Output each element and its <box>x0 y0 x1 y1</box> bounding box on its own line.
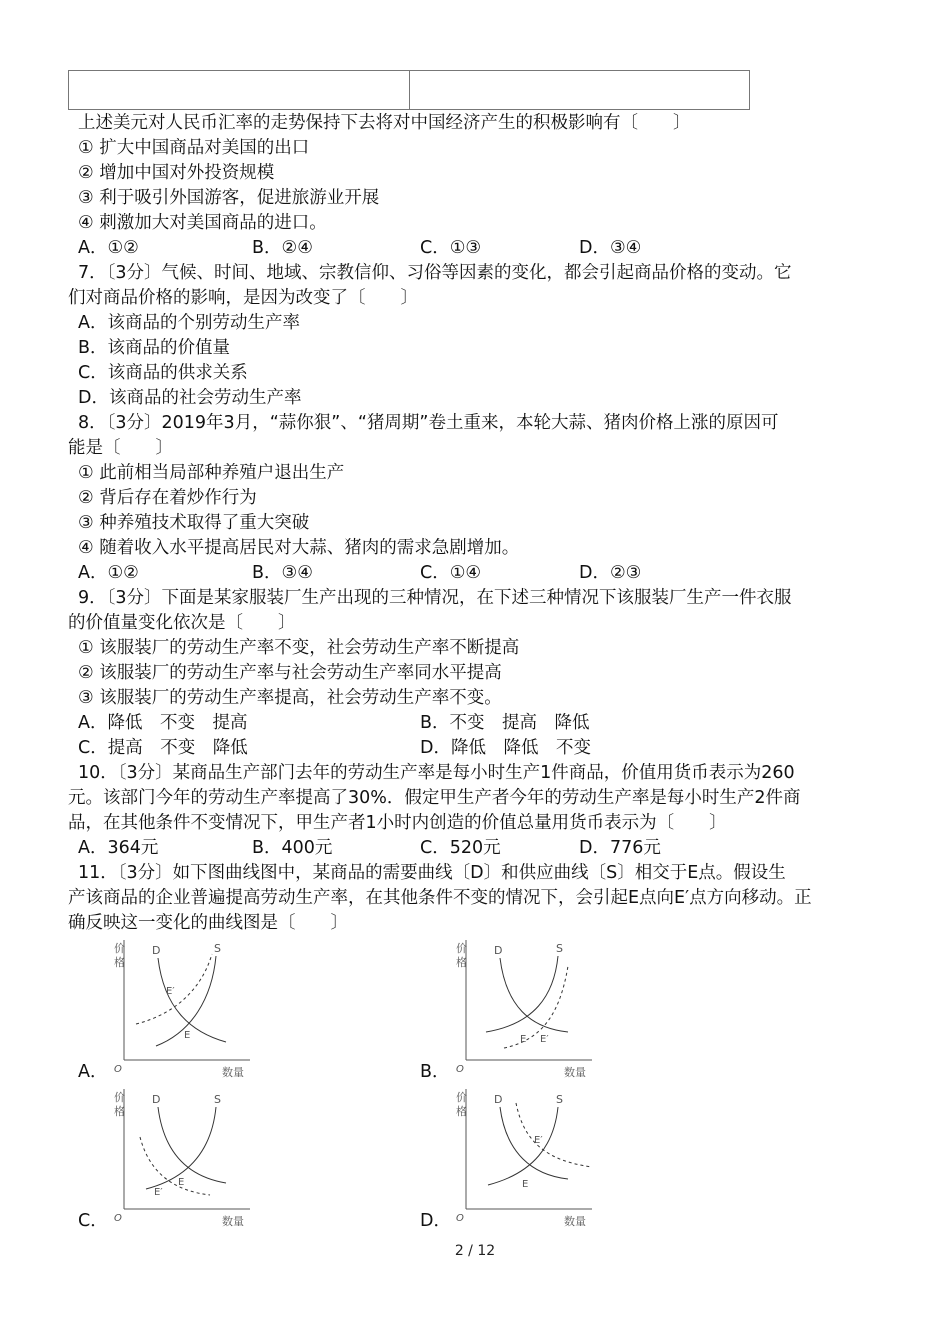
origin-label: O <box>114 1064 122 1075</box>
q8-option-c: C．①④ <box>420 563 482 583</box>
q11-stem-line-1: 11．〔3分〕如下图曲线图中，某商品的需要曲线〔D〕和供应曲线〔S〕相交于E点。假设生 <box>78 863 786 883</box>
q8-item-4: ④ 随着收入水平提高居民对大蒜、猪肉的需求急剧增加。 <box>78 538 520 558</box>
q8-option-d: D．②③ <box>579 563 642 583</box>
q9-item-3: ③ 该服装厂的劳动生产率提高，社会劳动生产率不变。 <box>78 688 502 708</box>
q9-option-d: D．降低 降低 不变 <box>420 738 591 758</box>
x-axis-label: 数量 <box>222 1066 244 1079</box>
q7-option-c: C．该商品的供求关系 <box>78 363 248 383</box>
equilibrium-label: E <box>522 1179 529 1190</box>
y-axis-label-top: 价 <box>114 942 125 955</box>
shifted-curve <box>516 1103 592 1167</box>
q8-item-3: ③ 种养殖技术取得了重大突破 <box>78 513 310 533</box>
q9-option-b: B．不变 提高 降低 <box>420 713 590 733</box>
q7-option-d: D．该商品的社会劳动生产率 <box>78 388 302 408</box>
q10-stem-line-2: 元。该部门今年的劳动生产率提高了30%．假定甲生产者今年的劳动生产率是每小时生产2件商 <box>68 788 801 808</box>
q11-graph-b <box>446 936 594 1080</box>
q9-option-c: C．提高 不变 降低 <box>78 738 248 758</box>
y-axis-label-bottom: 格 <box>456 956 467 969</box>
origin-label: O <box>456 1064 464 1075</box>
q9-option-a: A．降低 不变 提高 <box>78 713 248 733</box>
q11-graph-c <box>104 1085 252 1229</box>
y-axis-label-bottom: 格 <box>456 1105 467 1118</box>
equilibrium-label: E <box>178 1177 185 1188</box>
x-axis-label: 数量 <box>564 1215 586 1228</box>
y-axis-label-bottom: 格 <box>114 956 125 969</box>
q11-option-b-label: B． <box>420 1062 450 1082</box>
q10-option-b: B．400元 <box>252 838 333 858</box>
q6-item-4: ④ 刺激加大对美国商品的进口。 <box>78 213 327 233</box>
q10-option-a: A．364元 <box>78 838 159 858</box>
q11-option-c-label: C． <box>78 1211 108 1231</box>
q11-stem-line-2: 产该商品的企业普遍提高劳动生产率，在其他条件不变的情况下，会引起E点向E′点方向移动。正 <box>68 888 812 908</box>
q9-stem-line-1: 9．〔3分〕下面是某家服装厂生产出现的三种情况，在下述三种情况下该服装厂生产一件衣服 <box>78 588 792 608</box>
demand-label: D <box>494 1093 503 1106</box>
table-cell <box>410 71 750 109</box>
q8-option-a: A．①② <box>78 563 139 583</box>
equilibrium-label: E <box>520 1034 527 1045</box>
y-axis-label-top: 价 <box>114 1091 125 1104</box>
table-cell <box>69 71 410 109</box>
demand-curve <box>500 958 568 1032</box>
q7-stem-line-2: 们对商品价格的影响，是因为改变了〔 〕 <box>68 288 418 308</box>
supply-label: S <box>214 942 221 955</box>
q7-stem-line-1: 7．〔3分〕气候、时间、地域、宗教信仰、习俗等因素的变化，都会引起商品价格的变动。它 <box>78 263 792 283</box>
y-axis-label-bottom: 格 <box>114 1105 125 1118</box>
supply-label: S <box>214 1093 221 1106</box>
supply-curve <box>486 956 558 1032</box>
q8-item-2: ② 背后存在着炒作行为 <box>78 488 257 508</box>
x-axis-label: 数量 <box>222 1215 244 1228</box>
supply-label: S <box>556 942 563 955</box>
top-table-fragment <box>68 70 750 110</box>
q6-option-a: A．①② <box>78 238 139 258</box>
demand-label: D <box>152 944 161 957</box>
q9-item-1: ① 该服装厂的劳动生产率不变，社会劳动生产率不断提高 <box>78 638 520 658</box>
new-equilibrium-label: E′ <box>166 986 175 997</box>
q9-stem-line-2: 的价值量变化依次是〔 〕 <box>68 613 296 633</box>
q10-stem-line-1: 10．〔3分〕某商品生产部门去年的劳动生产率是每小时生产1件商品，价值用货币表示为260 <box>78 763 795 783</box>
q11-graph-a <box>104 936 252 1080</box>
demand-label: D <box>494 944 503 957</box>
q10-option-c: C．520元 <box>420 838 501 858</box>
new-equilibrium-label: E′ <box>534 1135 543 1146</box>
q8-stem-line-1: 8．〔3分〕2019年3月，“蒜你狠”、“猪周期”卷土重来，本轮大蒜、猪肉价格上涨的原因可 <box>78 413 779 433</box>
q6-option-b: B．②④ <box>252 238 313 258</box>
q8-item-1: ① 此前相当局部种养殖户退出生产 <box>78 463 345 483</box>
q11-option-a-label: A． <box>78 1062 108 1082</box>
q6-option-d: D．③④ <box>579 238 642 258</box>
y-axis-label-top: 价 <box>456 942 467 955</box>
q6-stem: 上述美元对人民币汇率的走势保持下去将对中国经济产生的积极影响有〔 〕 <box>78 113 691 133</box>
y-axis-label-top: 价 <box>456 1091 467 1104</box>
q6-item-1: ① 扩大中国商品对美国的出口 <box>78 138 310 158</box>
q6-item-2: ② 增加中国对外投资规模 <box>78 163 275 183</box>
q7-option-a: A．该商品的个别劳动生产率 <box>78 313 300 333</box>
demand-label: D <box>152 1093 161 1106</box>
q6-item-3: ③ 利于吸引外国游客，促进旅游业开展 <box>78 188 380 208</box>
q11-option-d-label: D． <box>420 1211 451 1231</box>
q11-stem-line-3: 确反映这一变化的曲线图是〔 〕 <box>68 913 348 933</box>
q11-graph-d <box>446 1085 594 1229</box>
q7-option-b: B．该商品的价值量 <box>78 338 231 358</box>
origin-label: O <box>456 1213 464 1224</box>
q6-option-c: C．①③ <box>420 238 482 258</box>
supply-curve <box>488 1107 558 1185</box>
q10-stem-line-3: 品，在其他条件不变情况下，甲生产者1小时内创造的价值总量用货币表示为〔 〕 <box>68 813 727 833</box>
q8-option-b: B．③④ <box>252 563 313 583</box>
origin-label: O <box>114 1213 122 1224</box>
new-equilibrium-label: E′ <box>540 1034 549 1045</box>
equilibrium-label: E <box>184 1030 191 1041</box>
page-number: 2 / 12 <box>454 1243 496 1259</box>
new-equilibrium-label: E′ <box>154 1187 163 1198</box>
demand-curve <box>158 958 226 1042</box>
q10-option-d: D．776元 <box>579 838 661 858</box>
q9-item-2: ② 该服装厂的劳动生产率与社会劳动生产率同水平提高 <box>78 663 502 683</box>
supply-label: S <box>556 1093 563 1106</box>
shifted-curve <box>140 1137 210 1195</box>
demand-curve <box>158 1107 226 1183</box>
shifted-curve <box>504 966 568 1048</box>
x-axis-label: 数量 <box>564 1066 586 1079</box>
q8-stem-line-2: 能是〔 〕 <box>68 438 173 458</box>
